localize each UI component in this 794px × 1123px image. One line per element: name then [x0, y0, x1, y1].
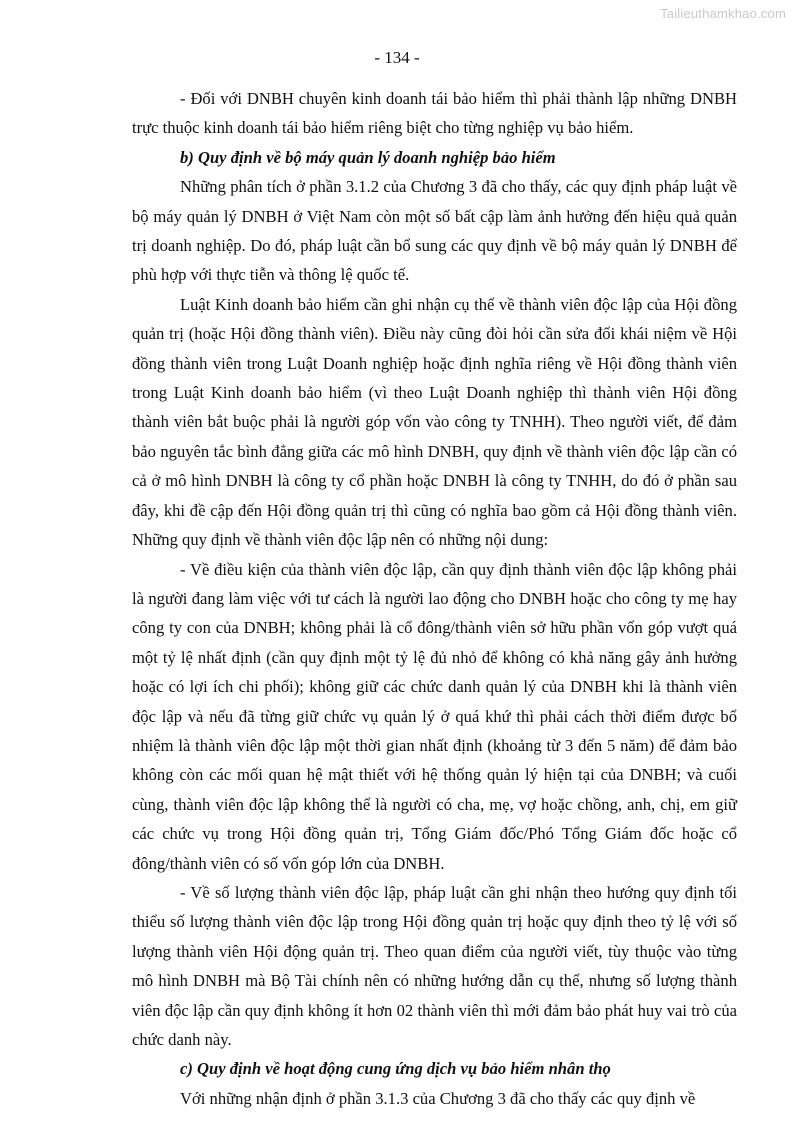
section-heading-b: b) Quy định về bộ máy quản lý doanh nghiệp bảo hiểm: [180, 147, 556, 167]
document-body: [132, 84, 737, 1113]
paragraph-management-analysis: Những phân tích ở phần 3.1.2 của Chương 3 đã cho thấy, các quy định pháp luật về bộ máy quản lý DNBH ở Việt Nam còn một số bất cập làm ảnh hưởng đến hiệu quả quản trị doanh nghiệp. Do đó, pháp luật cần bổ sung các quy định về bộ máy quản lý DNBH để phù hợp với thực tiễn và thông lệ quốc tế.: [132, 177, 737, 285]
page-number: - 134 -: [374, 48, 420, 67]
paragraph-quantity: - Về số lượng thành viên độc lập, pháp luật cần ghi nhận theo hướng quy định tối thiểu số lượng thành viên độc lập trong Hội đồng quản trị hoặc quy định theo tỷ lệ với số lượng thành viên Hội động quản trị. Theo quan điểm của người viết, tùy thuộc vào từng mô hình DNBH mà Bộ Tài chính nên có những hướng dẫn cụ thể, nhưng số lượng thành viên độc lập cần quy định không ít hơn 02 thành viên thì mới đảm bảo phát huy vai trò của chức danh này.: [132, 882, 737, 1049]
watermark: Tailieuthamkhao.com: [660, 6, 786, 21]
paragraph-reinsurance: - Đối với DNBH chuyên kinh doanh tái bảo hiểm thì phải thành lập những DNBH trực thuộc kinh doanh tái bảo hiểm riêng biệt cho từng nghiệp vụ bảo hiểm.: [132, 89, 737, 138]
section-heading-c: c) Quy định về hoạt động cung ứng dịch vụ bảo hiểm nhân thọ: [180, 1059, 611, 1079]
paragraph-independent-member: Luật Kinh doanh bảo hiểm cần ghi nhận cụ thể về thành viên độc lập của Hội đồng quản trị (hoặc Hội đồng thành viên). Điều này cũng đòi hỏi cần sửa đổi khái niệm về Hội đồng thành viên trong Luật Doanh nghiệp hoặc định nghĩa riêng về Hội đồng thành viên trong Luật Kinh doanh bảo hiểm (vì theo Luật Doanh nghiệp thì thành viên Hội đồng thành viên bắt buộc phải là người góp vốn vào công ty TNHH). Theo người viết, để đảm bảo nguyên tắc bình đẳng giữa các mô hình DNBH, quy định về thành viên độc lập cần có cả ở mô hình DNBH là công ty cổ phần hoặc DNBH là công ty TNHH, do đó ở phần sau đây, khi đề cập đến Hội đồng quản trị thì cũng có nghĩa bao gồm cả Hội đồng thành viên. Những quy định về thành viên độc lập nên có những nội dung:: [132, 294, 737, 550]
paragraph-life-insurance: Với những nhận định ở phần 3.1.3 của Chương 3 đã cho thấy các quy định về: [180, 1088, 696, 1108]
paragraph-conditions: - Về điều kiện của thành viên độc lập, cần quy định thành viên độc lập không phải là người đang làm việc với tư cách là người lao động cho DNBH hoặc cho công ty mẹ hay công ty con của DNBH; không phải là cổ đông/thành viên sở hữu phần vốn góp vượt quá một tỷ lệ nhất định (cần quy định một tỷ lệ đủ nhỏ để không có khả năng gây ảnh hưởng hoặc có lợi ích chi phối); không giữ các chức danh quản lý của DNBH khi là thành viên độc lập và nếu đã từng giữ chức vụ quản lý ở quá khứ thì phải cách thời điểm được bổ nhiệm là thành viên độc lập một thời gian nhất định (khoảng từ 3 đến 5 năm) để đảm bảo không còn các mối quan hệ mật thiết với hệ thống quản lý hiện tại của DNBH; và cuối cùng, thành viên độc lập không thể là người có cha, mẹ, vợ hoặc chồng, anh, chị, em giữ các chức vụ trong Hội đồng quản trị, Tổng Giám đốc/Phó Tổng Giám đốc hoặc cổ đông/thành viên có số vốn góp lớn của DNBH.: [132, 559, 737, 873]
